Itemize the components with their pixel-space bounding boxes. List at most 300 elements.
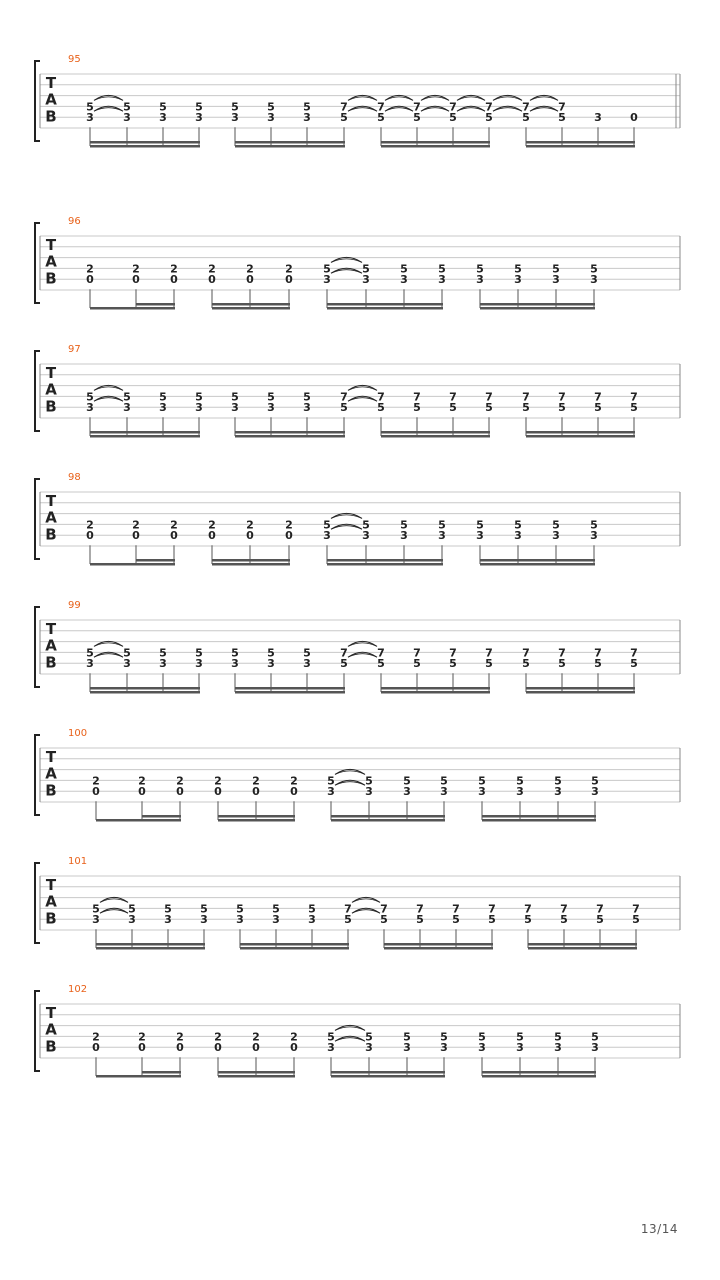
fret-number: 3 [123, 111, 131, 125]
fret-number: 5 [362, 518, 370, 532]
beam [526, 145, 635, 148]
fret-number: 2 [252, 1030, 260, 1044]
fret-number: 5 [272, 902, 280, 916]
tie-arc [94, 641, 123, 646]
fret-number: 2 [86, 262, 94, 276]
fret-number: 7 [594, 646, 602, 660]
fret-number: 5 [123, 646, 131, 660]
fret-number: 3 [362, 273, 370, 287]
fret-number: 3 [267, 401, 275, 415]
fret-number: 5 [594, 657, 602, 671]
fret-number: 0 [208, 273, 216, 287]
measure-number: 99 [68, 600, 81, 611]
fret-number: 0 [290, 1041, 298, 1055]
fret-number: 2 [176, 774, 184, 788]
tie-arc [335, 780, 365, 785]
tie-arc [331, 524, 362, 529]
fret-number: 7 [377, 646, 385, 660]
fret-number: 2 [92, 1030, 100, 1044]
fret-number: 5 [86, 390, 94, 404]
beam [218, 819, 295, 822]
fret-number: 5 [86, 646, 94, 660]
tie-arc [457, 95, 485, 100]
fret-number: 5 [630, 401, 638, 415]
fret-number: 5 [413, 111, 421, 125]
tie-arc [493, 95, 522, 100]
fret-number: 5 [452, 913, 460, 927]
fret-number: 0 [138, 785, 146, 799]
fret-number: 5 [449, 401, 457, 415]
tie-arc [94, 396, 123, 401]
fret-number: 3 [476, 529, 484, 543]
measure-number: 101 [68, 856, 88, 867]
fret-number: 7 [488, 902, 496, 916]
measure-number: 98 [68, 472, 81, 483]
fret-number: 5 [438, 262, 446, 276]
fret-number: 5 [123, 390, 131, 404]
measure-number: 102 [68, 984, 88, 995]
beam [381, 435, 490, 438]
fret-number: 7 [449, 390, 457, 404]
beam [327, 559, 443, 562]
fret-number: 2 [132, 518, 140, 532]
fret-number: 5 [440, 1030, 448, 1044]
fret-number: 3 [365, 1041, 373, 1055]
fret-number: 5 [128, 902, 136, 916]
beam [218, 1071, 295, 1074]
fret-number: 5 [413, 657, 421, 671]
fret-number: 5 [403, 774, 411, 788]
tie-arc [335, 769, 365, 774]
beam [480, 563, 595, 566]
fret-number: 5 [362, 262, 370, 276]
beam [327, 307, 443, 310]
fret-number: 3 [516, 785, 524, 799]
fret-number: 3 [231, 111, 239, 125]
fret-number: 5 [123, 100, 131, 114]
tie-arc [94, 385, 123, 390]
fret-number: 7 [522, 100, 530, 114]
fret-number: 0 [214, 785, 222, 799]
beam [218, 1075, 295, 1078]
fret-number: 5 [323, 518, 331, 532]
beam [240, 947, 349, 950]
fret-number: 3 [231, 657, 239, 671]
fret-number: 5 [377, 657, 385, 671]
fret-number: 5 [558, 111, 566, 125]
fret-number: 5 [476, 262, 484, 276]
fret-number: 3 [231, 401, 239, 415]
fret-number: 2 [208, 262, 216, 276]
fret-number: 0 [246, 273, 254, 287]
fret-number: 5 [591, 1030, 599, 1044]
fret-number: 5 [267, 100, 275, 114]
fret-number: 5 [365, 1030, 373, 1044]
fret-number: 7 [558, 100, 566, 114]
fret-number: 0 [252, 1041, 260, 1055]
fret-number: 2 [252, 774, 260, 788]
fret-number: 3 [516, 1041, 524, 1055]
fret-number: 0 [208, 529, 216, 543]
fret-number: 3 [86, 401, 94, 415]
fret-number: 7 [524, 902, 532, 916]
fret-number: 5 [552, 262, 560, 276]
tab-clef-letter: A [45, 636, 57, 655]
fret-number: 5 [552, 518, 560, 532]
fret-number: 0 [290, 785, 298, 799]
tab-clef-letter: A [45, 252, 57, 271]
tie-arc [335, 1036, 365, 1041]
fret-number: 5 [303, 646, 311, 660]
beam [90, 145, 200, 148]
tab-clef-letter: T [45, 620, 57, 638]
fret-number: 5 [303, 390, 311, 404]
tie-arc [421, 106, 449, 111]
beam [331, 1075, 445, 1078]
fret-number: 3 [195, 111, 203, 125]
fret-number: 3 [86, 111, 94, 125]
fret-number: 5 [590, 262, 598, 276]
fret-number: 3 [123, 657, 131, 671]
beam [482, 819, 596, 822]
tie-arc [348, 396, 377, 401]
tie-arc [348, 95, 377, 100]
tab-clef-letter: T [45, 748, 57, 766]
fret-number: 5 [413, 401, 421, 415]
beam [480, 307, 595, 310]
fret-number: 0 [170, 273, 178, 287]
fret-number: 0 [86, 273, 94, 287]
tab-clef-letter: B [45, 107, 57, 126]
measure-number: 100 [68, 728, 88, 739]
fret-number: 5 [596, 913, 604, 927]
fret-number: 3 [554, 1041, 562, 1055]
fret-number: 0 [86, 529, 94, 543]
fret-number: 5 [400, 518, 408, 532]
beam [235, 145, 345, 148]
fret-number: 3 [327, 1041, 335, 1055]
tie-arc [331, 513, 362, 518]
beam [381, 145, 490, 148]
beam [235, 141, 345, 144]
beam [96, 943, 205, 946]
fret-number: 7 [413, 100, 421, 114]
beam [381, 687, 490, 690]
fret-number: 7 [558, 646, 566, 660]
tie-arc [335, 1025, 365, 1030]
measure-number: 96 [68, 216, 81, 227]
beam [526, 691, 635, 694]
tie-arc [421, 95, 449, 100]
tab-clef-letter: B [45, 781, 57, 800]
beam [212, 563, 290, 566]
fret-number: 5 [590, 518, 598, 532]
beam [136, 303, 175, 306]
tie-arc [457, 106, 485, 111]
fret-number: 5 [344, 913, 352, 927]
fret-number: 2 [138, 774, 146, 788]
tab-clef-letter: A [45, 764, 57, 783]
fret-number: 5 [478, 1030, 486, 1044]
beam [142, 815, 181, 818]
fret-number: 0 [285, 529, 293, 543]
fret-number: 0 [176, 1041, 184, 1055]
fret-number: 5 [340, 401, 348, 415]
fret-number: 5 [340, 111, 348, 125]
tie-arc [348, 641, 377, 646]
fret-number: 0 [176, 785, 184, 799]
fret-number: 0 [132, 273, 140, 287]
tie-arc [352, 897, 380, 902]
fret-number: 2 [208, 518, 216, 532]
tab-clef-letter: A [45, 1020, 57, 1039]
beam [482, 815, 596, 818]
fret-number: 5 [340, 657, 348, 671]
beam [526, 435, 635, 438]
beam [90, 141, 200, 144]
fret-number: 3 [236, 913, 244, 927]
beam [90, 691, 200, 694]
fret-number: 5 [195, 646, 203, 660]
fret-number: 2 [214, 774, 222, 788]
fret-number: 5 [86, 100, 94, 114]
tie-arc [94, 106, 123, 111]
fret-number: 7 [452, 902, 460, 916]
tab-clef-letter: A [45, 892, 57, 911]
fret-number: 5 [416, 913, 424, 927]
beam [90, 431, 200, 434]
fret-number: 7 [522, 390, 530, 404]
system-bracket [35, 223, 40, 303]
fret-number: 2 [132, 262, 140, 276]
fret-number: 7 [449, 646, 457, 660]
fret-number: 5 [200, 902, 208, 916]
fret-number: 5 [267, 646, 275, 660]
fret-number: 3 [323, 273, 331, 287]
fret-number: 3 [164, 913, 172, 927]
fret-number: 5 [516, 1030, 524, 1044]
fret-number: 5 [365, 774, 373, 788]
fret-number: 5 [231, 646, 239, 660]
fret-number: 5 [516, 774, 524, 788]
beam [240, 943, 349, 946]
beam [212, 307, 290, 310]
fret-number: 3 [514, 529, 522, 543]
fret-number: 2 [290, 774, 298, 788]
measure-number: 95 [68, 54, 81, 65]
beam [482, 1075, 596, 1078]
beam [480, 303, 595, 306]
beam [331, 1071, 445, 1074]
measure-number: 97 [68, 344, 81, 355]
fret-number: 3 [267, 657, 275, 671]
fret-number: 0 [246, 529, 254, 543]
tie-arc [385, 95, 413, 100]
fret-number: 2 [170, 262, 178, 276]
beam [331, 819, 445, 822]
fret-number: 5 [92, 902, 100, 916]
fret-number: 5 [231, 100, 239, 114]
fret-number: 7 [558, 390, 566, 404]
beam [235, 687, 345, 690]
fret-number: 5 [485, 111, 493, 125]
system-bracket [35, 351, 40, 431]
fret-number: 5 [522, 657, 530, 671]
fret-number: 5 [558, 657, 566, 671]
tab-clef-letter: A [45, 508, 57, 527]
fret-number: 5 [560, 913, 568, 927]
fret-number: 3 [323, 529, 331, 543]
beam [142, 1071, 181, 1074]
fret-number: 5 [159, 390, 167, 404]
fret-number: 5 [195, 390, 203, 404]
fret-number: 3 [590, 273, 598, 287]
fret-number: 0 [214, 1041, 222, 1055]
fret-number: 5 [377, 401, 385, 415]
fret-number: 2 [285, 518, 293, 532]
fret-number: 7 [485, 646, 493, 660]
fret-number: 7 [340, 390, 348, 404]
fret-number: 5 [159, 646, 167, 660]
beam [526, 687, 635, 690]
tie-arc [94, 95, 123, 100]
tie-arc [331, 268, 362, 273]
beam [528, 943, 637, 946]
tab-clef-letter: B [45, 397, 57, 416]
fret-number: 5 [522, 111, 530, 125]
tie-arc [100, 897, 128, 902]
tie-arc [385, 106, 413, 111]
beam [480, 559, 595, 562]
fret-number: 3 [400, 273, 408, 287]
fret-number: 3 [478, 785, 486, 799]
tab-clef-letter: T [45, 876, 57, 894]
fret-number: 3 [159, 111, 167, 125]
fret-number: 5 [440, 774, 448, 788]
fret-number: 3 [365, 785, 373, 799]
fret-number: 5 [327, 1030, 335, 1044]
beam [384, 947, 493, 950]
fret-number: 7 [630, 390, 638, 404]
fret-number: 5 [554, 1030, 562, 1044]
beam [526, 431, 635, 434]
fret-number: 2 [170, 518, 178, 532]
beam [528, 947, 637, 950]
fret-number: 3 [200, 913, 208, 927]
fret-number: 0 [132, 529, 140, 543]
fret-number: 5 [524, 913, 532, 927]
fret-number: 5 [327, 774, 335, 788]
fret-number: 5 [438, 518, 446, 532]
beam [136, 559, 175, 562]
fret-number: 7 [522, 646, 530, 660]
fret-number: 3 [478, 1041, 486, 1055]
beam [212, 559, 290, 562]
tie-arc [352, 908, 380, 913]
beam [96, 819, 181, 822]
fret-number: 3 [303, 111, 311, 125]
fret-number: 5 [267, 390, 275, 404]
fret-number: 3 [400, 529, 408, 543]
fret-number: 3 [195, 401, 203, 415]
fret-number: 7 [340, 646, 348, 660]
system-bracket [35, 991, 40, 1071]
fret-number: 7 [413, 390, 421, 404]
fret-number: 0 [630, 111, 638, 125]
fret-number: 3 [438, 273, 446, 287]
beam [90, 563, 175, 566]
fret-number: 3 [591, 785, 599, 799]
fret-number: 5 [403, 1030, 411, 1044]
beam [381, 141, 490, 144]
fret-number: 2 [176, 1030, 184, 1044]
fret-number: 5 [231, 390, 239, 404]
fret-number: 0 [170, 529, 178, 543]
fret-number: 3 [440, 1041, 448, 1055]
fret-number: 3 [438, 529, 446, 543]
fret-number: 3 [86, 657, 94, 671]
fret-number: 3 [308, 913, 316, 927]
fret-number: 7 [560, 902, 568, 916]
fret-number: 5 [195, 100, 203, 114]
fret-number: 7 [340, 100, 348, 114]
fret-number: 5 [236, 902, 244, 916]
fret-number: 2 [290, 1030, 298, 1044]
fret-number: 5 [159, 100, 167, 114]
fret-number: 3 [159, 657, 167, 671]
tab-clef-letter: A [45, 90, 57, 109]
fret-number: 3 [590, 529, 598, 543]
system-bracket [35, 863, 40, 943]
fret-number: 5 [303, 100, 311, 114]
fret-number: 0 [92, 785, 100, 799]
beam [381, 691, 490, 694]
fret-number: 5 [514, 518, 522, 532]
tie-arc [94, 652, 123, 657]
beam [235, 691, 345, 694]
fret-number: 7 [594, 390, 602, 404]
beam [384, 943, 493, 946]
fret-number: 5 [485, 401, 493, 415]
fret-number: 3 [128, 913, 136, 927]
beam [90, 307, 175, 310]
fret-number: 5 [476, 518, 484, 532]
fret-number: 0 [92, 1041, 100, 1055]
tie-arc [348, 385, 377, 390]
fret-number: 7 [632, 902, 640, 916]
tab-clef-letter: T [45, 492, 57, 510]
fret-number: 5 [488, 913, 496, 927]
fret-number: 0 [252, 785, 260, 799]
fret-number: 5 [554, 774, 562, 788]
beam [327, 563, 443, 566]
beam [235, 435, 345, 438]
fret-number: 7 [485, 100, 493, 114]
tie-arc [530, 95, 558, 100]
fret-number: 5 [594, 401, 602, 415]
fret-number: 5 [308, 902, 316, 916]
beam [90, 435, 200, 438]
fret-number: 0 [138, 1041, 146, 1055]
tab-clef-letter: B [45, 909, 57, 928]
tab-clef-letter: B [45, 269, 57, 288]
beam [218, 815, 295, 818]
fret-number: 5 [522, 401, 530, 415]
beam [235, 431, 345, 434]
fret-number: 3 [123, 401, 131, 415]
tie-arc [493, 106, 522, 111]
tie-arc [331, 257, 362, 262]
